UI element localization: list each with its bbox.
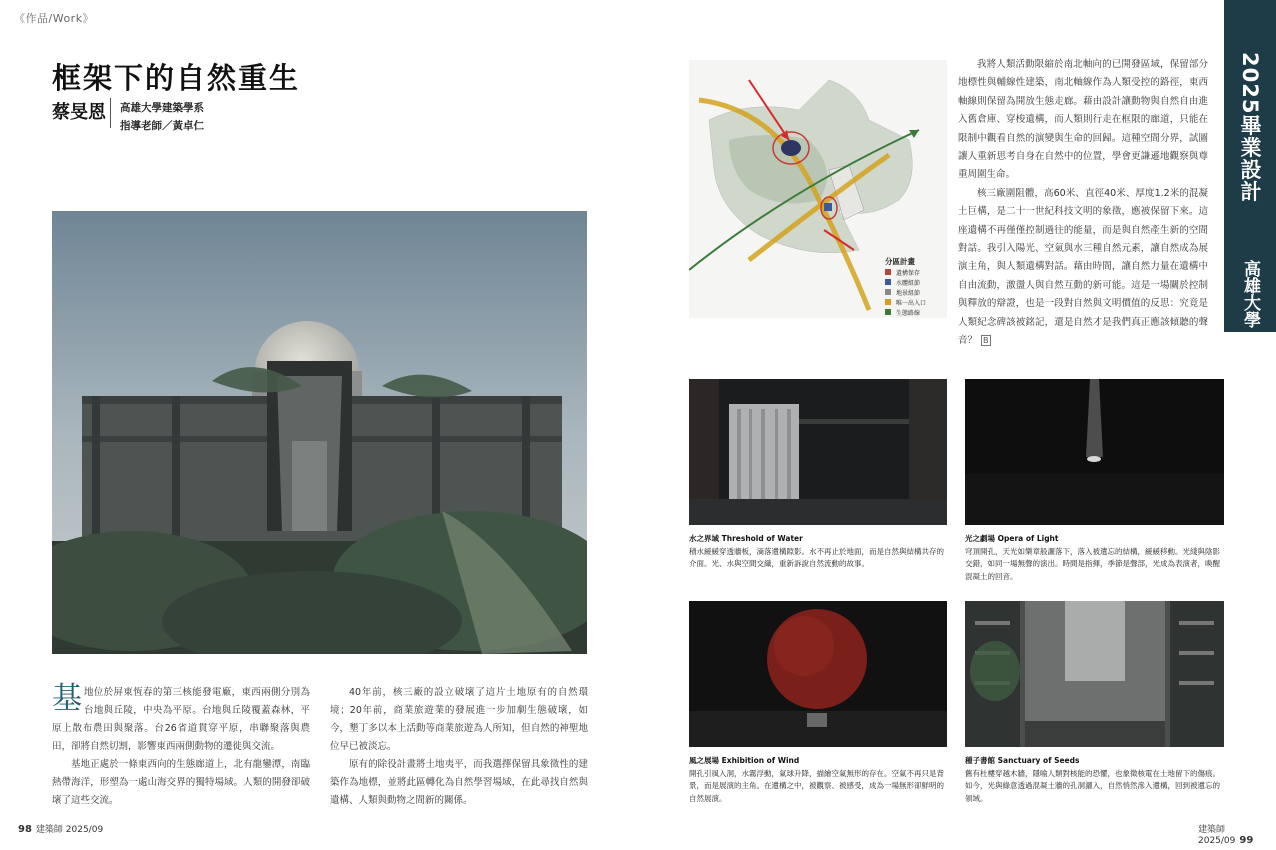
legend-swatch [885,289,891,295]
paragraph-text: 核三廠圍阻體，高60米、直徑40米、厚度1.2米的混凝土巨構，是二十一世紀科技文明的象徵，應被保留下來。這座遺構不再僅僅控制過往的能量，而是與自然產生新的空間對話。我引入陽光、空氣與水三種自然元素，讓自然成為展演主角，與人類遺構對話。藉由時間，讓自然力量在遺構中自由流動，激盪人與自然互動的新可能。這是一場關於控制與釋放的辯證，也是一段對自然與文明價值的反思：究竟是人類紀念碑該被銘記，還是自然才是我們真正應該傾聽的聲音？ [958,187,1208,347]
author-name: 蔡旻恩 [52,102,106,123]
caption-water [689,533,947,571]
paragraph [958,185,1208,351]
caption-text: 舊有杜樓穿越木牆，隱喻人類對核能的恐懼，也象徵核電在土地留下的傷痕。如今，光與綠意透過混凝土牆的孔洞灑入，自然悄然滲入遺構，回到被遺忘的領域。 [965,768,1220,803]
end-mark-icon: B [983,336,989,346]
legend-item [885,277,926,287]
caption-title: 風之展場 Exhibition of Wind [689,756,800,765]
caption-text: 穹頂開孔，天光如樂章般灑落下，落入被遺忘的結構，緩緩移動。光綫與陰影交錯，如同一場無聲的演出。時間是指揮，季節是聲部，光成為表演者，喚醒混凝土的回音。 [965,546,1220,581]
paragraph: 40年前，核三廠的設立破壞了這片土地原有的自然環境；20年前，商業旅遊業的發展進一步加劇生態破壞，如今，墾丁多以本上活動等商業旅遊為人所知，但自然的神聖地位早已被淡忘。 [330,687,588,752]
legend-title: 分區計畫 [885,257,915,266]
magazine-name: 建築師 2025/09 [1198,825,1236,846]
body-column-1 [52,681,310,810]
legend-item [885,307,926,317]
sidebar-year-text: 2025畢業設計 [1238,52,1262,203]
caption-light [965,533,1224,583]
author-affiliation [120,99,204,135]
photo-opera-of-light [965,379,1224,525]
body-column-2 [330,684,588,810]
drop-cap: 基 [52,681,82,716]
legend-swatch [885,279,891,285]
legend-label: 遺構保存 [896,269,921,277]
legend-item [885,297,926,307]
caption-title: 水之界域 Threshold of Water [689,534,803,543]
legend-item [885,267,926,277]
advisor: 指導老師／黃卓仁 [120,120,204,132]
site-zoning-map [689,60,947,318]
photo-exhibition-of-wind [689,601,947,747]
article-title: 框架下的自然重生 [52,61,301,95]
photo-threshold-of-water [689,379,947,525]
caption-wind [689,755,947,805]
caption-seeds [965,755,1224,805]
page-number: 98 [18,824,32,835]
legend-label: 水體組節 [896,279,921,287]
paragraph-text: 地位於屏東恆春的第三核能發電廠，東西兩側分別為台地與丘陵，中央為平原。台地與丘陵覆蓋森林，平原上散布農田與聚落。台26省道貫穿平原，串聯聚落與農田，卻將自然切割，影響東西兩側動物的遷徙與交流。 [52,687,310,752]
caption-text: 積水緩緩穿透牆板，滴落遺構隙影。水不再止於地面，而是自然與結構共存的介面。光、水與空間交織，重新訴說自然流動的故事。 [689,546,944,568]
legend-swatch [885,309,891,315]
legend-item [885,287,926,297]
hero-render-image [52,211,587,654]
legend-label: 唯一出入口 [896,299,927,307]
legend-label: 生態路線 [896,309,921,317]
sidebar-banner [1224,0,1276,332]
paragraph: 我將人類活動限縮於南北軸向的已開發區域，保留部分地標性與輔線性建築，南北軸線作為人類受控的路徑，東西軸線則保留為開放生態走廊。藉由設計讓動物與自然自由進入舊倉庫、穿梭遺構，而人類則行走在框限的廊道，只能在限制中觀看自然的演變與生命的回歸。這種空間分界，試圖讓人重新思考自身在自然中的位置，學會更謙遜地觀察與尊重周圍生命。 [958,59,1208,181]
caption-title: 光之劇場 Opera of Light [965,534,1059,543]
photo-sanctuary-of-seeds [965,601,1224,747]
zoning-legend [885,256,926,317]
right-page-footer [1198,822,1276,846]
intro-text [958,56,1208,351]
paragraph: 基地正處於一條東西向的生態廊道上，北有龍鑾潭，南臨熱帶海洋，形塑為一處山海交界的獨特場域。人類的開發卻破壞了這些交流。 [52,759,310,806]
department: 高雄大學建築學系 [120,102,204,114]
legend-swatch [885,269,891,275]
paragraph: 原有的除役計畫將土地夷平，而我選擇保留具象徵性的建築作為地標，並將此區轉化為自然學習場域，在此尋找自然與遺構、人類與動物之間新的關係。 [330,759,588,806]
sidebar-school-text: 高雄大學 [1240,260,1260,328]
legend-swatch [885,299,891,305]
legend-label: 地景組節 [896,289,921,297]
author-divider [110,98,111,128]
caption-title: 種子書館 Sanctuary of Seeds [965,756,1080,765]
caption-text: 開孔引風入洞，水霧浮動，氣球升降，描繪空氣無形的存在。空氣不再只是背景，而是展演的主角。在遺構之中，被觀察、被感受，成為一場無形卻鮮明的自然展演。 [689,768,944,803]
magazine-name: 建築師 2025/09 [35,825,104,835]
section-tag: 《作品/Work》 [14,12,95,25]
left-page-footer [18,822,103,835]
page-number: 99 [1239,835,1254,846]
paragraph [52,681,310,756]
